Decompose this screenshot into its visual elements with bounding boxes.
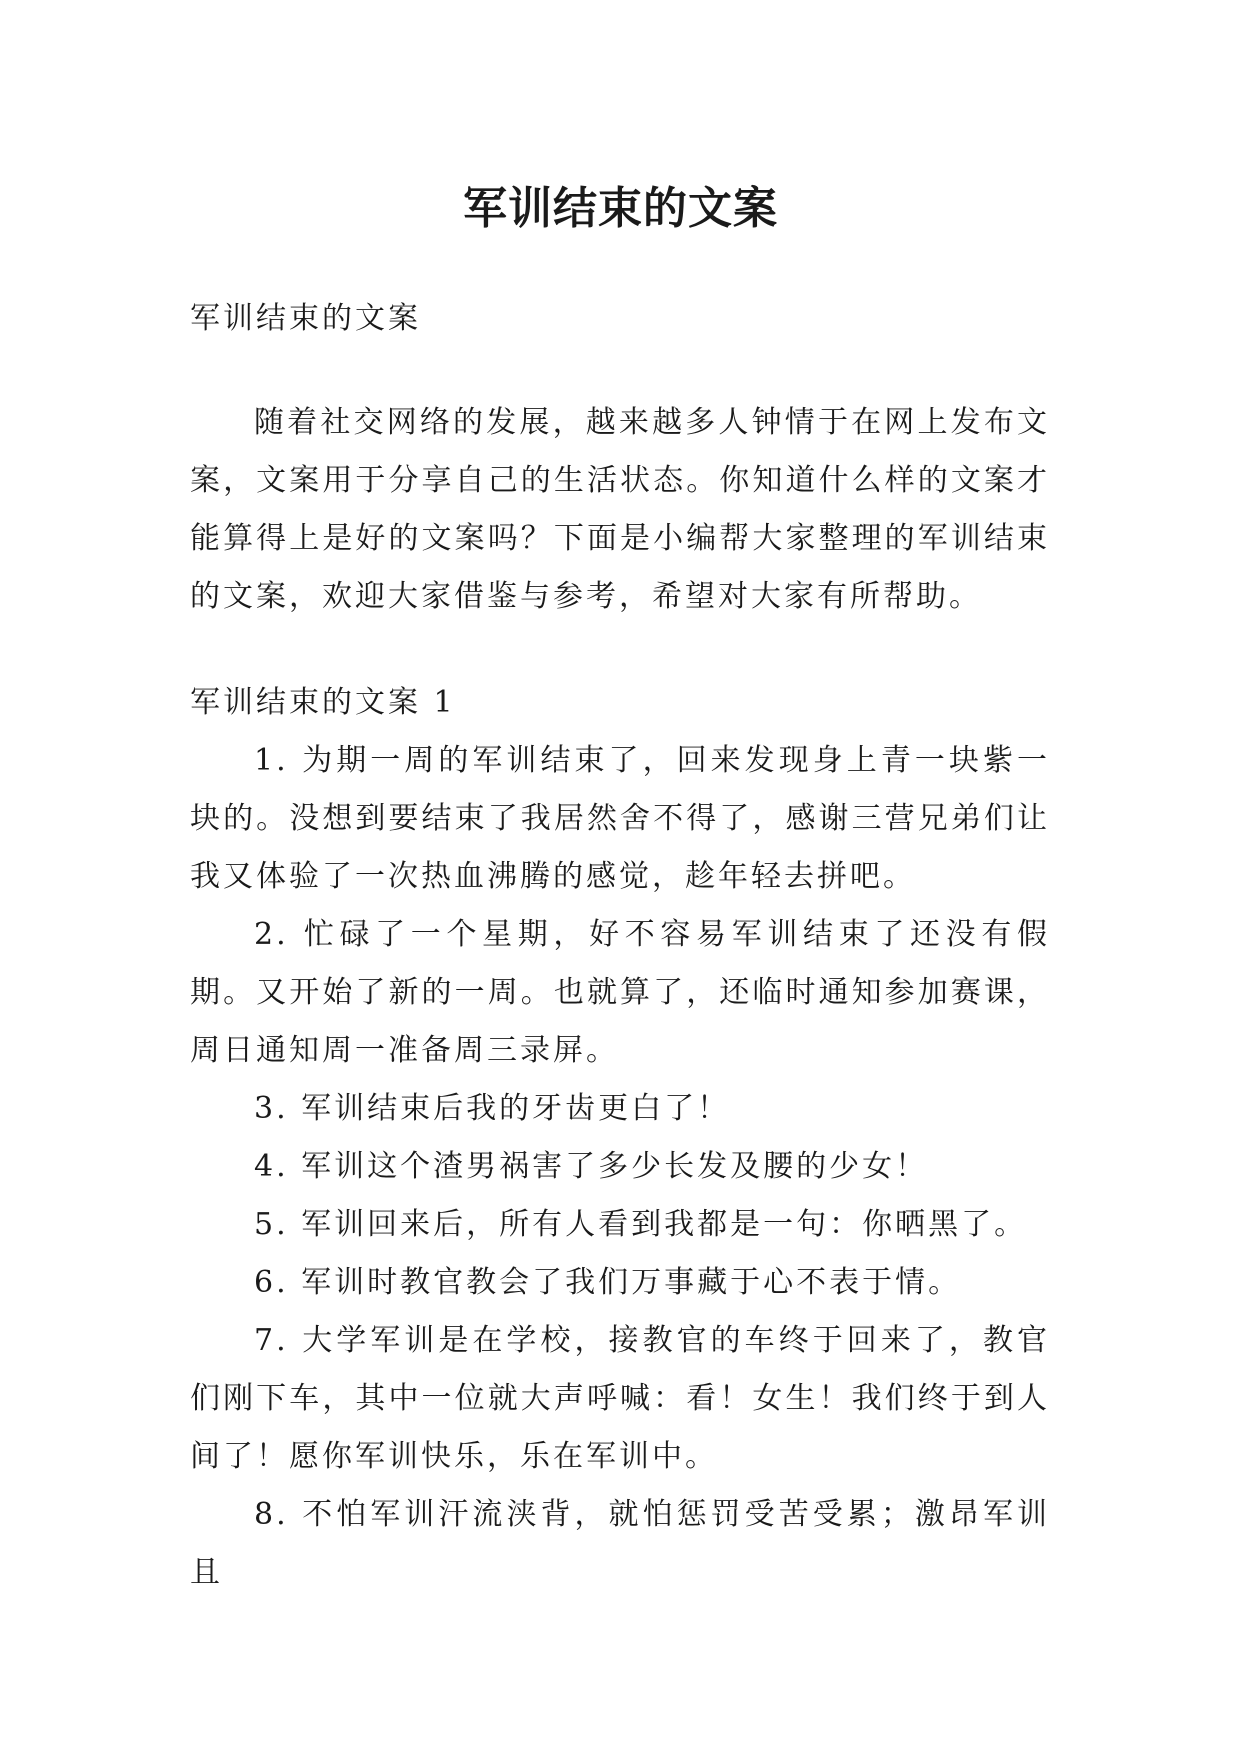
document-title: 军训结束的文案 [463,183,778,235]
list-item: 3. 军训结束后我的牙齿更白了！ [254,1091,731,1126]
list-item: 7. 大学军训是在学校，接教官的车终于回来了，教官们刚下车，其中一位就大声呼喊：看！女生！我们终于到人间了！愿你军训快乐，乐在军训中。 [190,1323,1050,1474]
list-item: 2. 忙碌了一个星期，好不容易军训结束了还没有假期。又开始了新的一周。也就算了，还临时通知参加赛课，周日通知周一准备周三录屏。 [190,917,1050,1068]
list-item: 5. 军训回来后，所有人看到我都是一句：你晒黑了。 [254,1207,1028,1242]
list-item: 1. 为期一周的军训结束了，回来发现身上青一块紫一块的。没想到要结束了我居然舍不得了，感谢三营兄弟们让我又体验了一次热血沸腾的感觉，趁年轻去拼吧。 [190,743,1050,894]
section-heading: 军训结束的文案 1 [190,685,456,720]
list-item: 8. 不怕军训汗流浃背，就怕惩罚受苦受累；激昂军训且 [190,1497,1050,1590]
intro-paragraph: 随着社交网络的发展，越来越多人钟情于在网上发布文案，文案用于分享自己的生活状态。你知道什么样的文案才能算得上是好的文案吗？下面是小编帮大家整理的军训结束的文案，欢迎大家借鉴与参考，希望对大家有所帮助。 [190,405,1050,614]
document-subtitle: 军训结束的文案 [190,301,421,336]
document-body [190,290,1050,1602]
list-item: 4. 军训这个渣男祸害了多少长发及腰的少女！ [254,1149,929,1184]
list-item: 6. 军训时教官教会了我们万事藏于心不表于情。 [254,1265,962,1300]
